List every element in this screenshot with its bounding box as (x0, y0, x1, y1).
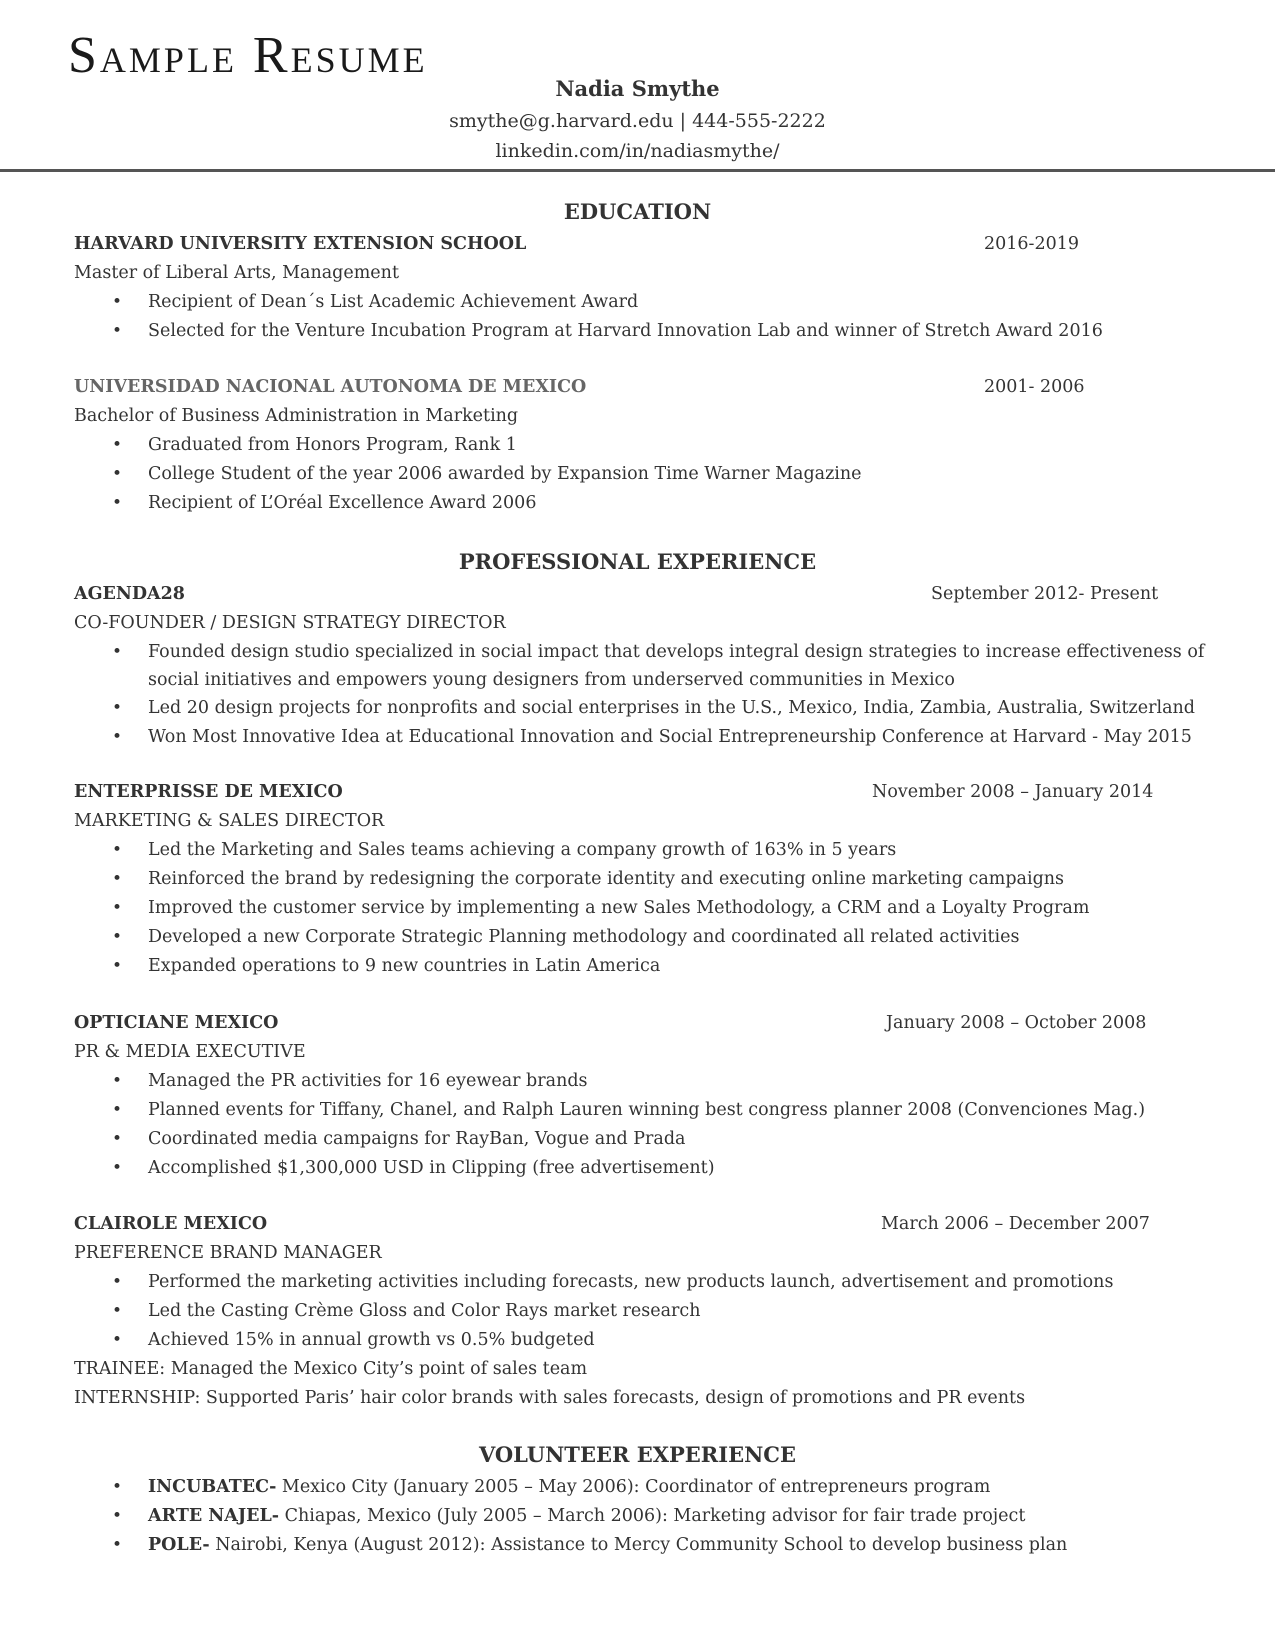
date-range: March 2006 – December 2007 (881, 1214, 1150, 1234)
list-item: • Developed a new Corporate Strategic Planning methodology and coordinated all related activities (74, 923, 1215, 952)
list-item: • Reinforced the brand by redesigning the corporate identity and executing online marketing campaigns (74, 865, 1215, 894)
section-title-volunteer: VOLUNTEER EXPERIENCE (478, 1442, 797, 1467)
email-phone: smythe@g.harvard.edu | 444-555-2222 (449, 110, 826, 132)
experience-entry (74, 1009, 1215, 1183)
job-title: PREFERENCE BRAND MANAGER (74, 1243, 382, 1263)
date-range: 2001- 2006 (984, 377, 1085, 397)
contact-block (0, 72, 1275, 166)
list-item: • Graduated from Honors Program, Rank 1 (74, 431, 1215, 460)
bullet-icon: • (112, 1477, 123, 1497)
bullet-icon: • (112, 642, 123, 662)
list-item: • Won Most Innovative Idea at Educational Innovation and Social Entrepreneurship Conference at Harvard - May 2015 (74, 723, 1215, 752)
list-item: • Led the Marketing and Sales teams achieving a company growth of 163% in 5 years (74, 836, 1215, 865)
volunteer-org: POLE- (148, 1535, 210, 1555)
experience-entry (74, 1210, 1215, 1413)
bullet-icon: • (112, 321, 123, 341)
bullet-icon: • (112, 727, 123, 747)
list-item: • Founded design studio specialized in social impact that develops integral design strategies to increase effectiveness of social initiatives and empowers young designers from underserved communities in Mexico (74, 638, 1215, 694)
list-item: • College Student of the year 2006 awarded by Expansion Time Warner Magazine (74, 460, 1215, 489)
section-title-experience: PROFESSIONAL EXPERIENCE (458, 549, 817, 574)
bullet-icon: • (112, 1330, 123, 1350)
bullet-icon: • (112, 493, 123, 513)
bullet-icon: • (112, 1506, 123, 1526)
list-item: • Accomplished $1,300,000 USD in Clipping (free advertisement) (74, 1154, 1215, 1183)
bullet-icon: • (112, 698, 123, 718)
experience-entry (74, 580, 1215, 752)
institution-name: UNIVERSIDAD NACIONAL AUTONOMA DE MEXICO (74, 377, 587, 397)
list-item: • Improved the customer service by implementing a new Sales Methodology, a CRM and a Loyalty Program (74, 894, 1215, 923)
bullet-icon: • (112, 1535, 123, 1555)
date-range: November 2008 – January 2014 (872, 782, 1154, 802)
bullet-icon: • (112, 869, 123, 889)
list-item: • ARTE NAJEL- Chiapas, Mexico (July 2005 – March 2006): Marketing advisor for fair trade project (74, 1502, 1215, 1531)
bullet-icon: • (112, 927, 123, 947)
list-item: • Achieved 15% in annual growth vs 0.5% budgeted (74, 1326, 1215, 1355)
bullet-icon: • (112, 1272, 123, 1292)
bullet-icon: • (112, 1129, 123, 1149)
bullet-icon: • (112, 292, 123, 312)
company-name: OPTICIANE MEXICO (74, 1013, 279, 1033)
header-divider (0, 169, 1275, 172)
list-item: • Planned events for Tiffany, Chanel, and Ralph Lauren winning best congress planner 2008 (Convenciones Mag.) (74, 1096, 1215, 1125)
bullet-icon: • (112, 464, 123, 484)
bullet-icon: • (112, 1158, 123, 1178)
candidate-name: Nadia Smythe (555, 76, 720, 101)
education-entry (74, 373, 1215, 518)
bullet-icon: • (112, 1100, 123, 1120)
date-range: January 2008 – October 2008 (886, 1013, 1147, 1033)
trainee-line: TRAINEE: Managed the Mexico City’s point of sales team (74, 1359, 588, 1379)
linkedin-url: linkedin.com/in/nadiasmythe/ (495, 140, 780, 162)
list-item: • Coordinated media campaigns for RayBan, Vogue and Prada (74, 1125, 1215, 1154)
list-item: • Led 20 design projects for nonprofits and social enterprises in the U.S., Mexico, India, Zambia, Australia, Switzerland (74, 694, 1215, 723)
company-name: CLAIROLE MEXICO (74, 1214, 268, 1234)
list-item: • Performed the marketing activities including forecasts, new products launch, advertisement and promotions (74, 1268, 1215, 1297)
degree: Bachelor of Business Administration in Marketing (74, 406, 519, 426)
page-title: Sample Resume (68, 27, 428, 84)
company-name: AGENDA28 (74, 584, 185, 604)
section-title-education: EDUCATION (563, 199, 712, 224)
bullet-icon: • (112, 898, 123, 918)
job-title: CO-FOUNDER / DESIGN STRATEGY DIRECTOR (74, 613, 506, 633)
list-item: • INCUBATEC- Mexico City (January 2005 – May 2006): Coordinator of entrepreneurs program (74, 1473, 1215, 1502)
experience-entry (74, 778, 1215, 981)
volunteer-org: ARTE NAJEL- (148, 1506, 280, 1526)
institution-name: HARVARD UNIVERSITY EXTENSION SCHOOL (74, 234, 527, 254)
list-item: • Recipient of L’Oréal Excellence Award 2006 (74, 489, 1215, 518)
list-item: • Managed the PR activities for 16 eyewear brands (74, 1067, 1215, 1096)
date-range: 2016-2019 (984, 234, 1079, 254)
internship-line: INTERNSHIP: Supported Paris’ hair color brands with sales forecasts, design of promotions and PR events (74, 1388, 1026, 1408)
bullet-icon: • (112, 1071, 123, 1091)
bullet-icon: • (112, 840, 123, 860)
job-title: MARKETING & SALES DIRECTOR (74, 811, 385, 831)
list-item: • Selected for the Venture Incubation Program at Harvard Innovation Lab and winner of Stretch Award 2016 (74, 317, 1215, 346)
list-item: • POLE- Nairobi, Kenya (August 2012): Assistance to Mercy Community School to develop business plan (74, 1531, 1215, 1560)
bullet-icon: • (112, 956, 123, 976)
education-entry (74, 230, 1215, 346)
degree: Master of Liberal Arts, Management (74, 263, 399, 283)
date-range: September 2012- Present (931, 584, 1159, 604)
company-name: ENTERPRISSE DE MEXICO (74, 782, 343, 802)
bullet-icon: • (112, 1301, 123, 1321)
list-item: • Expanded operations to 9 new countries in Latin America (74, 952, 1215, 981)
list-item: • Recipient of Dean´s List Academic Achievement Award (74, 288, 1215, 317)
volunteer-list (74, 1473, 1215, 1560)
volunteer-org: INCUBATEC- (148, 1477, 277, 1497)
bullet-icon: • (112, 435, 123, 455)
job-title: PR & MEDIA EXECUTIVE (74, 1042, 306, 1062)
list-item: • Led the Casting Crème Gloss and Color Rays market research (74, 1297, 1215, 1326)
